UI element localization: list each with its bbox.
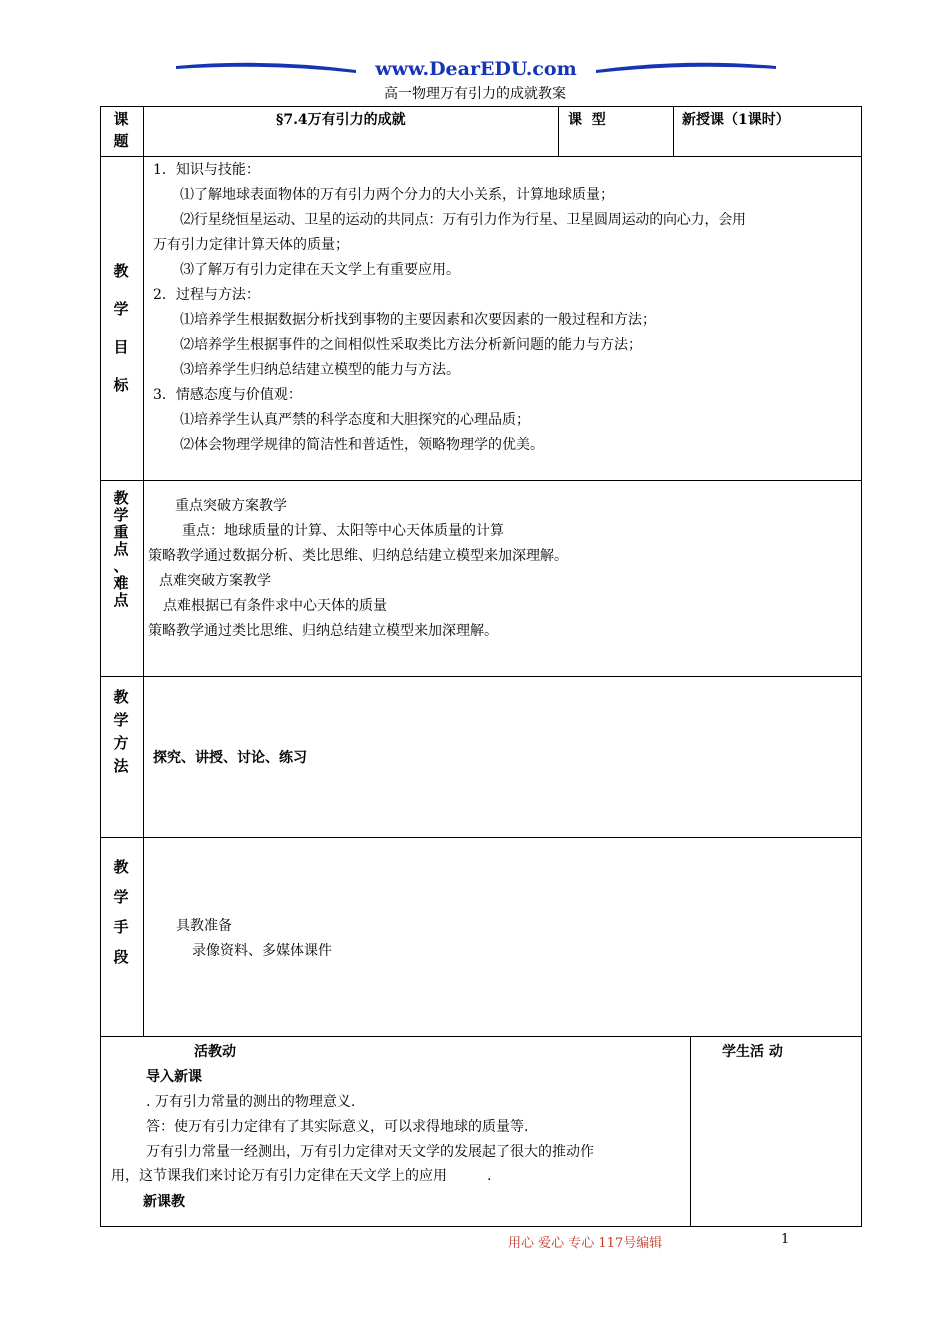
means-label: 教 学 手 段 [113,858,129,966]
goal-line: ⑴了解地球表面物体的万有引力两个分力的大小关系，计算地球质量； [180,187,614,203]
goal-line: 万有引力定律计算天体的质量； [153,237,349,253]
means-line: 具教准备 [176,918,232,934]
focus-line: 点难根据已有条件求中心天体的质量 [163,598,387,614]
focus-line: 重点突破方案教学 [175,498,287,514]
header-label: 课 题 [113,110,129,150]
activity-line: 万有引力常量一经测出，万有引力定律对天文学的发展起了很大的推动作 [146,1144,594,1160]
activity-line: . 万有引力常量的测出的物理意义. [146,1094,356,1110]
footer-brand: 用心 爱心 专心 117号编辑 [508,1236,663,1251]
document-title: 高一物理万有引力的成就教案 [384,86,566,102]
goal-line: ⑵行星绕恒星运动、卫星的运动的共同点：万有引力作为行星、卫星圆周运动的向心力，会用 [180,212,746,228]
goal-line: ⑶了解万有引力定律在天文学上有重要应用。 [180,262,460,278]
student-activity-header: 学生活 动 [722,1044,783,1060]
goal-line: 3．情感态度与价值观： [153,387,302,403]
goal-line: ⑴培养学生认真严禁的科学态度和大胆探究的心理品质； [180,412,530,428]
teacher-activity-header: 活教动 [194,1044,236,1060]
lesson-type-label: 课 型 [568,112,606,128]
method-text: 探究、讲授、讨论、练习 [153,750,307,766]
site-logo [176,56,776,84]
activity-line: 新课教 [143,1194,185,1210]
goal-line: ⑶培养学生归纳总结建立模型的能力与方法。 [180,362,460,378]
goal-line: 2．过程与方法： [153,287,260,303]
activity-line: 答：使万有引力定律有了其实际意义，可以求得地球的质量等. [146,1119,529,1135]
focus-line: 点难突破方案教学 [159,573,271,589]
focus-line: 策略教学通过数据分析、类比思维、归纳总结建立模型来加深理解。 [148,548,568,564]
goals-label: 教 学 目 标 [113,262,129,394]
focus-label: 教 学 重 点 、 难 点 [113,489,129,609]
page-number: 1 [781,1232,790,1247]
logo-text: www.DearEDU.com [375,58,577,80]
focus-line: 策略教学通过类比思维、归纳总结建立模型来加深理解。 [148,623,498,639]
activity-line: 导入新课 [146,1069,202,1085]
goal-line: 1．知识与技能： [153,162,260,178]
activity-line: 用，这节课我们来讨论万有引力定律在天文学上的应用 . [111,1168,496,1184]
lesson-title: §7.4万有引力的成就 [276,112,406,128]
focus-line: 重点：地球质量的计算、太阳等中心天体质量的计算 [182,523,504,539]
means-line: 录像资料、多媒体课件 [192,943,332,959]
method-label: 教 学 方 法 [113,688,129,775]
goal-line: ⑴培养学生根据数据分析找到事物的主要因素和次要因素的一般过程和方法； [180,312,656,328]
goal-line: ⑵体会物理学规律的简洁性和普适性，领略物理学的优美。 [180,437,544,453]
lesson-type-value: 新授课（1课时） [682,112,790,128]
goal-line: ⑵培养学生根据事件的之间相似性采取类比方法分析新问题的能力与方法； [180,337,642,353]
